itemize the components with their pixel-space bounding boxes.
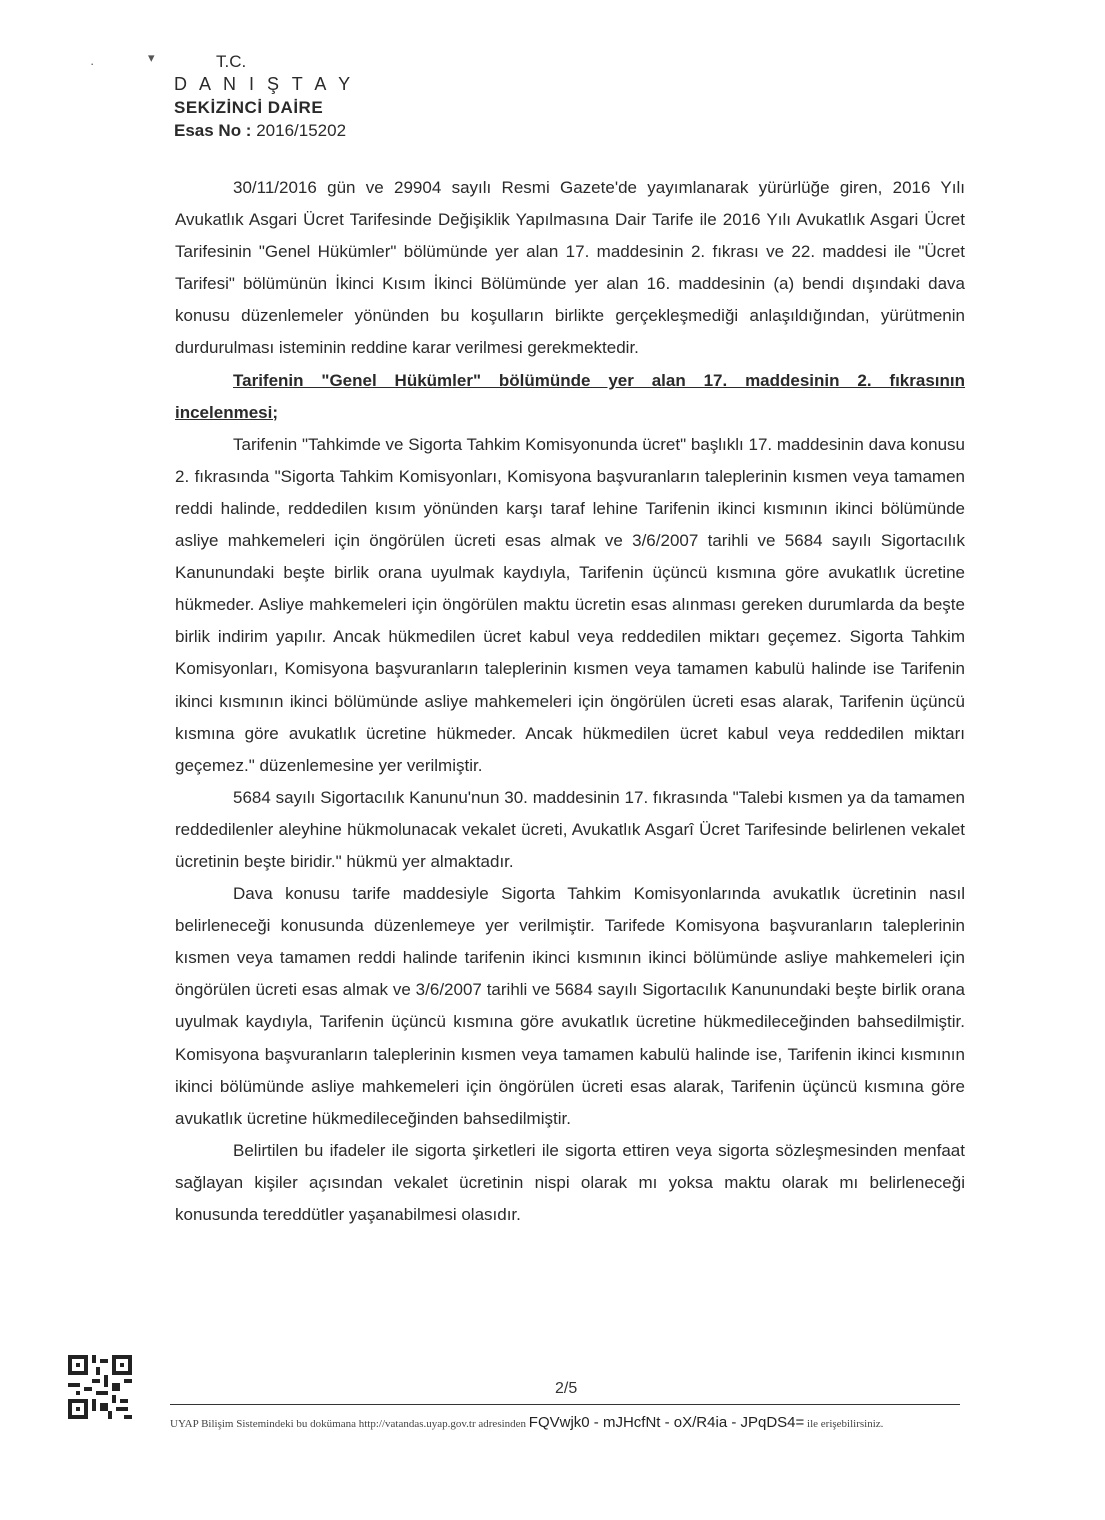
header-case-number	[174, 119, 354, 142]
header-court-name: D A N I Ş T A Y	[174, 74, 355, 94]
paragraph: Belirtilen bu ifadeler ile sigorta şirketleri ile sigorta ettiren veya sigorta sözleşmesinden menfaat sağlayan kişiler açısından vekalet ücretinin nispi olarak mı yoksa maktu olarak mı belirleneceği konusunda tereddütler yaşanabilmesi olasıdır.	[175, 1140, 965, 1224]
footer-verification-note	[170, 1414, 960, 1431]
scan-dot-mark: ·	[90, 56, 95, 71]
case-number-label: Esas No :	[174, 121, 252, 140]
paragraph: Tarifenin "Tahkimde ve Sigorta Tahkim Komisyonunda ücret" başlıklı 17. maddesinin dava konusu 2. fıkrasında "Sigorta Tahkim Komisyonları, Komisyona başvuranların taleplerinin kısmen veya tamamen reddi halinde, reddedilen kısım yönünden karşı taraf lehine Tarifenin ikinci kısmının ikinci bölümünde asliye mahkemeleri için öngörülen ücreti esas almak ve 3/6/2007 tarihli ve 5684 sayılı Sigortacılık Kanunundaki beşte birlik orana uyulmak kaydıyla, Tarifenin üçüncü kısmına göre avukatlık ücretine hükmeder. Asliye mahkemeleri için öngörülen maktu ücretin esas alınması gereken durumlarda da beşte birlik indirim yapılır. Ancak hükmedilen ücret kabul veya reddedilen miktarı geçemez. Sigorta Tahkim Komisyonları, Komisyona başvuranların taleplerinin kısmen veya tamamen kabulü halinde ise Tarifenin ikinci kısmının ikinci bölümünde asliye mahkemeleri için öngörülen ücreti esas alarak, Tarifenin üçüncü kısmına göre avukatlık ücretine hükmeder. Ancak hükmedilen ücret kabul veya reddedilen miktarı geçemez." düzenlemesine yer verilmiştir.	[175, 434, 965, 775]
scan-tick-mark: ▾	[148, 50, 155, 65]
verification-code: FQVwjk0 - mJHcfNt - oX/R4ia - JPqDS4=	[528, 1414, 805, 1431]
paragraph: 5684 sayılı Sigortacılık Kanunu'nun 30. maddesinin 17. fıkrasında "Talebi kısmen ya da tamamen reddedilenler aleyhine hükmolunacak vekalet ücreti, Avukatlık Asgarî Ücret Tarifesinde belirlenen vekalet ücretinin beşte biridir." hükmü yer almaktadır.	[175, 787, 965, 871]
page-number: 2/5	[555, 1380, 578, 1397]
header-department: SEKİZİNCİ DAİRE	[174, 98, 324, 117]
paragraph: 30/11/2016 gün ve 29904 sayılı Resmi Gazete'de yayımlanarak yürürlüğe giren, 2016 Yılı Avukatlık Asgari Ücret Tarifesinde Değişiklik Yapılmasına Dair Tarife ile 2016 Yılı Avukatlık Asgari Ücret Tarifesinin "Genel Hükümler" bölümünde yer alan 17. maddesinin 2. fıkrası ve 22. maddesi ile "Ücret Tarifesi" bölümünün İkinci Kısım İkinci Bölümünde yer alan 16. maddesinin (a) bendi dışındaki dava konusu düzenlemeler yönünden bu koşulların birlikte gerçekleşmediği anlaşıldığından, yürütmenin durdurulması isteminin reddine karar verilmesi gerekmektedir.	[175, 178, 965, 358]
footer-divider	[170, 1404, 960, 1405]
document-body	[175, 172, 965, 1231]
qr-code-icon	[68, 1355, 132, 1419]
document-header	[174, 50, 354, 142]
paragraph: Dava konusu tarife maddesiyle Sigorta Tahkim Komisyonlarında avukatlık ücretinin nasıl belirleneceği konusunda düzenlemeye yer verilmiştir. Tarifede Komisyona başvuranların taleplerinin kısmen veya tamamen reddi halinde tarifenin ikinci kısmının ikinci bölümünde asliye mahkemeleri için öngörülen ücreti esas almak ve 3/6/2007 tarihli ve 5684 sayılı Sigortacılık Kanunundaki beşte birlik orana uyulmak kaydıyla, Tarifenin üçüncü kısmına göre avukatlık ücretine hükmedileceğinden bahsedilmiştir. Komisyona başvuranların taleplerinin kısmen veya tamamen kabulü halinde ise, Tarifenin ikinci kısmının ikinci bölümünde asliye mahkemeleri için öngörülen ücreti esas alarak, Tarifenin üçüncü kısmına göre avukatlık ücretine hükmedileceğinden bahsedilmiştir.	[175, 884, 965, 1128]
header-tc: T.C.	[216, 52, 247, 71]
footer-note-suffix: ile erişebilirsiniz.	[804, 1418, 884, 1430]
footer-note-prefix: UYAP Bilişim Sistemindeki bu dokümana http://vatandas.uyap.gov.tr adresinden	[170, 1418, 529, 1430]
section-heading: Tarifenin "Genel Hükümler" bölümünde yer alan 17. maddesinin 2. fıkrasının incelenmesi;	[175, 370, 965, 422]
case-number-value: 2016/15202	[251, 121, 347, 140]
